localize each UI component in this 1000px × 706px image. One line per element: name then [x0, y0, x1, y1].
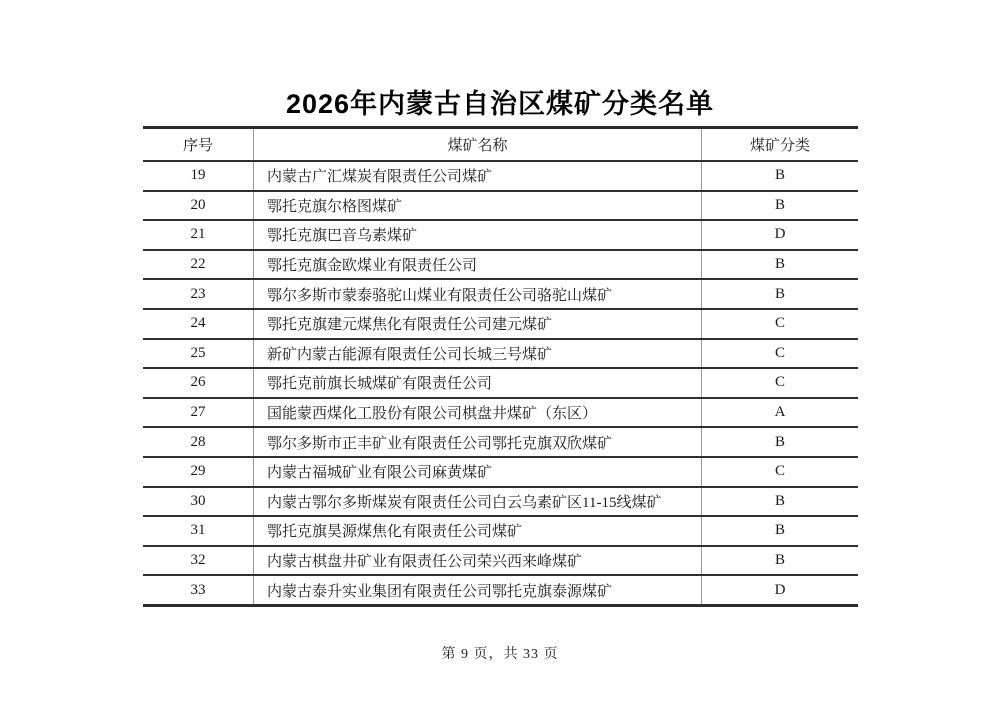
cell-mine-name: 鄂托克旗巴音乌素煤矿 — [254, 220, 702, 250]
cell-mine-name: 鄂托克前旗长城煤矿有限责任公司 — [254, 368, 702, 398]
cell-mine-name: 国能蒙西煤化工股份有限公司棋盘井煤矿（东区） — [254, 398, 702, 428]
page-title: 2026年内蒙古自治区煤矿分类名单 — [285, 89, 715, 119]
cell-serial-number: 26 — [143, 368, 254, 398]
cell-mine-name: 内蒙古福城矿业有限公司麻黄煤矿 — [254, 457, 702, 487]
cell-mine-class: D — [702, 575, 859, 605]
cell-serial-number: 19 — [143, 161, 254, 191]
table-row — [143, 220, 858, 250]
cell-mine-class: C — [702, 457, 859, 487]
cell-mine-class: B — [702, 161, 859, 191]
cell-mine-name: 鄂尔多斯市蒙泰骆驼山煤业有限责任公司骆驼山煤矿 — [254, 279, 702, 309]
cell-mine-class: B — [702, 546, 859, 576]
cell-mine-name: 内蒙古泰升实业集团有限责任公司鄂托克旗泰源煤矿 — [254, 575, 702, 605]
cell-serial-number: 32 — [143, 546, 254, 576]
table-row — [143, 457, 858, 487]
cell-mine-class: B — [702, 250, 859, 280]
table-body — [143, 161, 858, 605]
table-row — [143, 516, 858, 546]
coal-mine-table — [143, 126, 858, 607]
table-row — [143, 546, 858, 576]
table-row — [143, 427, 858, 457]
table-row — [143, 398, 858, 428]
cell-serial-number: 24 — [143, 309, 254, 339]
cell-mine-class: B — [702, 279, 859, 309]
cell-mine-name: 内蒙古广汇煤炭有限责任公司煤矿 — [254, 161, 702, 191]
table-row — [143, 339, 858, 369]
cell-mine-name: 鄂托克旗金欧煤业有限责任公司 — [254, 250, 702, 280]
cell-mine-name: 鄂尔多斯市正丰矿业有限责任公司鄂托克旗双欣煤矿 — [254, 427, 702, 457]
cell-mine-class: A — [702, 398, 859, 428]
table-row — [143, 487, 858, 517]
cell-mine-name: 新矿内蒙古能源有限责任公司长城三号煤矿 — [254, 339, 702, 369]
cell-serial-number: 33 — [143, 575, 254, 605]
header-mine-name: 煤矿名称 — [254, 128, 702, 162]
cell-mine-class: D — [702, 220, 859, 250]
cell-mine-class: B — [702, 427, 859, 457]
table-header-row — [143, 128, 858, 162]
cell-mine-name: 内蒙古棋盘井矿业有限责任公司荣兴西来峰煤矿 — [254, 546, 702, 576]
cell-mine-class: B — [702, 191, 859, 221]
table-row — [143, 279, 858, 309]
cell-serial-number: 22 — [143, 250, 254, 280]
cell-serial-number: 27 — [143, 398, 254, 428]
cell-serial-number: 20 — [143, 191, 254, 221]
table-row — [143, 250, 858, 280]
cell-mine-name: 鄂托克旗昊源煤焦化有限责任公司煤矿 — [254, 516, 702, 546]
cell-mine-class: C — [702, 368, 859, 398]
page-number: 第 9 页，共 33 页 — [441, 647, 559, 662]
table-row — [143, 191, 858, 221]
table-row — [143, 575, 858, 605]
header-serial-number: 序号 — [143, 128, 254, 162]
table-row — [143, 161, 858, 191]
cell-serial-number: 25 — [143, 339, 254, 369]
cell-serial-number: 21 — [143, 220, 254, 250]
cell-serial-number: 31 — [143, 516, 254, 546]
header-mine-class: 煤矿分类 — [702, 128, 859, 162]
table-row — [143, 309, 858, 339]
cell-mine-class: C — [702, 339, 859, 369]
cell-serial-number: 29 — [143, 457, 254, 487]
cell-mine-class: B — [702, 487, 859, 517]
cell-mine-name: 鄂托克旗尔格图煤矿 — [254, 191, 702, 221]
cell-mine-class: C — [702, 309, 859, 339]
cell-mine-name: 鄂托克旗建元煤焦化有限责任公司建元煤矿 — [254, 309, 702, 339]
cell-serial-number: 28 — [143, 427, 254, 457]
cell-serial-number: 30 — [143, 487, 254, 517]
table-row — [143, 368, 858, 398]
cell-mine-class: B — [702, 516, 859, 546]
cell-mine-name: 内蒙古鄂尔多斯煤炭有限责任公司白云乌素矿区11-15线煤矿 — [254, 487, 702, 517]
cell-serial-number: 23 — [143, 279, 254, 309]
